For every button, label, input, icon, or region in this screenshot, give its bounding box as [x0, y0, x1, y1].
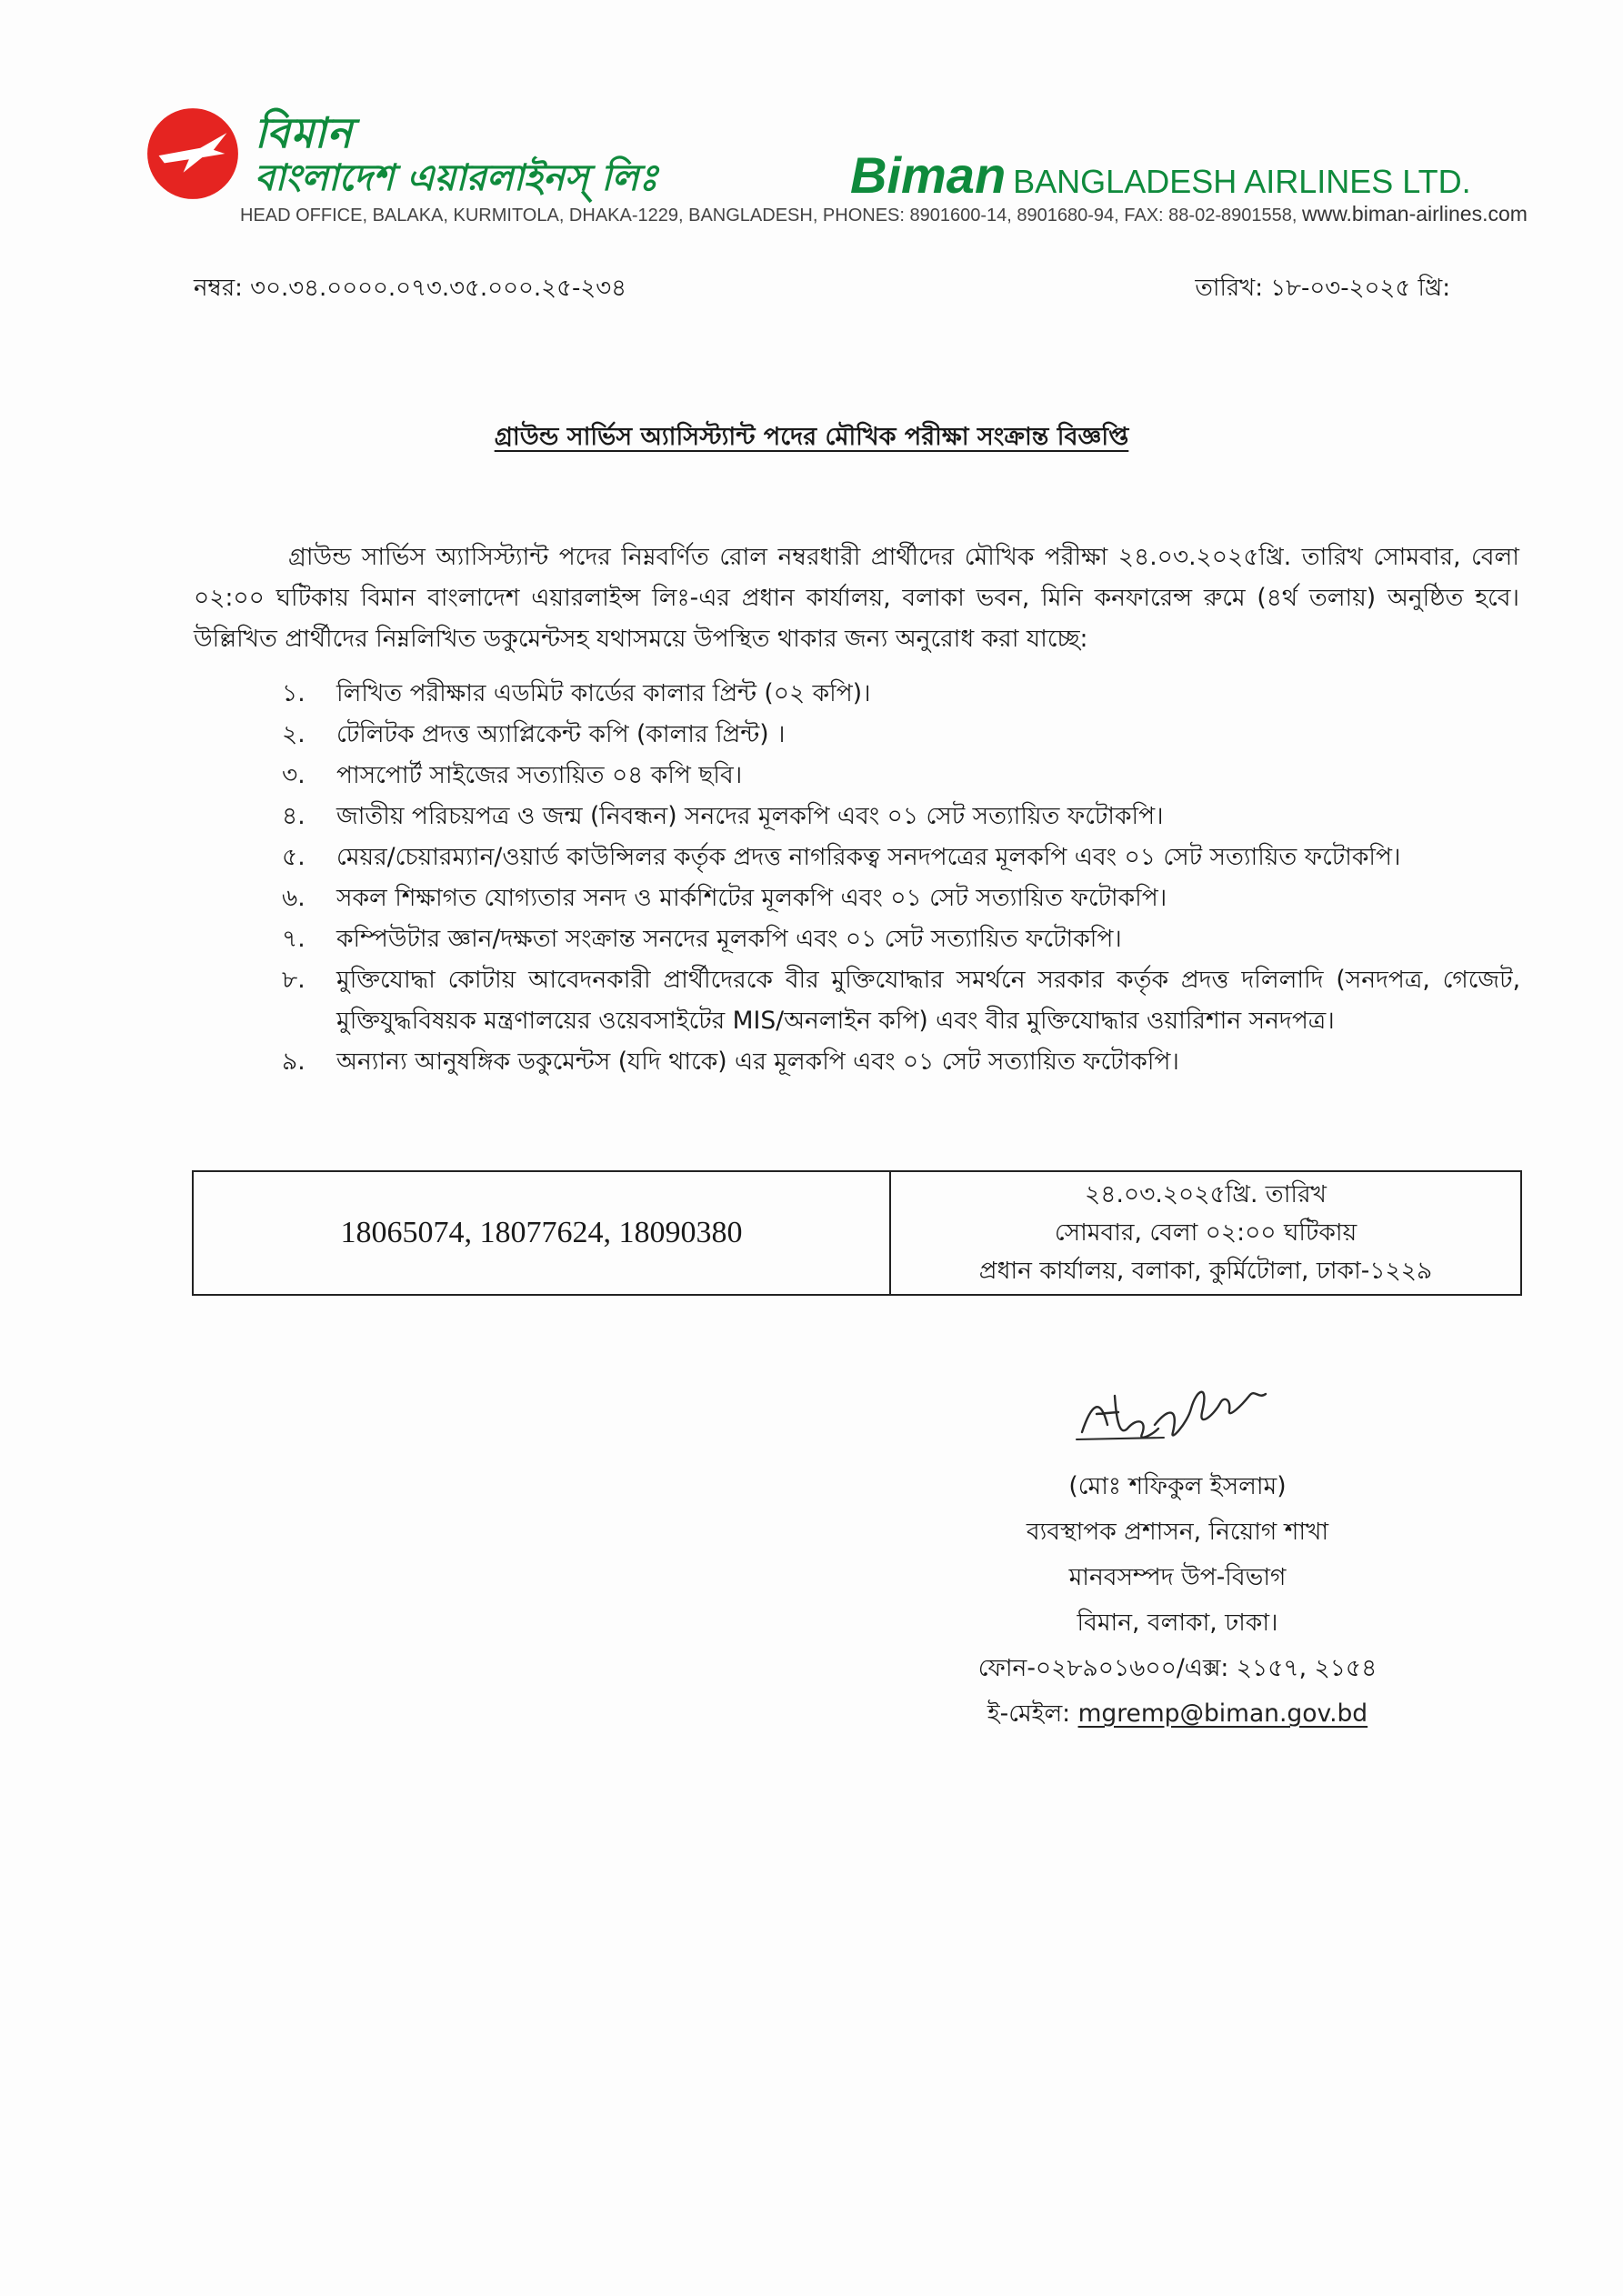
signatory-name: (মোঃ শফিকুল ইসলাম)	[1068, 1472, 1287, 1500]
subject-text: গ্রাউন্ড সার্ভিস অ্যাসিস্ট্যান্ট পদের মৌখিক পরীক্ষা সংক্রান্ত বিজ্ঞপ্তি	[494, 423, 1129, 451]
email-link[interactable]: mgremp@biman.gov.bd	[1077, 1699, 1368, 1728]
list-item-text: সকল শিক্ষাগত যোগ্যতার সনদ ও মার্কশিটের মূলকপি এবং ০১ সেট সত্যায়িত ফটোকপি।	[336, 884, 1167, 912]
list-item-text: টেলিটক প্রদত্ত অ্যাপ্লিকেন্ট কপি (কালার প্রিন্ট) ।	[336, 720, 786, 748]
list-item-text: মেয়র/চেয়ারম্যান/ওয়ার্ড কাউন্সিলর কর্তৃক প্রদত্ত নাগরিকত্ব সনদপত্রের মূলকপি এবং ০১ সেট সত্যায়িত ফটোকপি।	[336, 843, 1401, 871]
list-item	[282, 796, 1520, 837]
reference-label: নম্বর:	[194, 275, 243, 302]
signatory-department: মানবসম্পদ উপ-বিভাগ	[1068, 1563, 1287, 1591]
company-name-bengali-bottom: বাংলাদেশ এয়ারলাইনস্ লিঃ	[255, 157, 658, 199]
list-item	[282, 918, 1520, 959]
signatory-block	[918, 1464, 1437, 1737]
list-item-number: ৬.	[282, 884, 306, 912]
list-item	[282, 837, 1520, 877]
issue-date	[1195, 269, 1450, 309]
brand-suffix: BANGLADESH AIRLINES LTD.	[1013, 163, 1471, 200]
date-value: ১৮-০৩-২০২৫ খ্রি:	[1270, 275, 1450, 302]
signatory-phone: ফোন-০২৮৯০১৬০০/এক্স: ২১৫৭, ২১৫৪	[977, 1654, 1378, 1682]
biman-logo-icon	[145, 106, 240, 201]
list-item	[282, 673, 1520, 714]
list-item	[282, 959, 1520, 1041]
list-item	[282, 714, 1520, 755]
list-item-number: ৭.	[282, 925, 306, 953]
reference-value: ৩০.৩৪.০০০০.০৭৩.৩৫.০০০.২৫-২৩৪	[250, 275, 627, 302]
company-name-bengali-top: বিমান	[255, 108, 354, 157]
reference-number	[194, 269, 626, 309]
roll-numbers-cell: 18065074, 18077624, 18090380	[194, 1172, 891, 1294]
letterhead	[145, 102, 1528, 229]
list-item-text: পাসপোর্ট সাইজের সত্যায়িত ০৪ কপি ছবি।	[336, 761, 743, 789]
list-item-text: কম্পিউটার জ্ঞান/দক্ষতা সংক্রান্ত সনদের মূলকপি এবং ০১ সেট সত্যায়িত ফটোকপি।	[336, 925, 1122, 953]
email-label: ই-মেইল:	[987, 1699, 1071, 1728]
handwritten-signature	[1064, 1369, 1282, 1455]
company-name-english	[850, 145, 1471, 205]
list-item	[282, 1041, 1520, 1082]
required-documents-list	[282, 673, 1520, 1082]
exam-venue: প্রধান কার্যালয়, বলাকা, কুর্মিটোলা, ঢাকা-১২২৯	[978, 1257, 1433, 1285]
list-item-number: ২.	[282, 720, 306, 748]
schedule-details-cell	[891, 1172, 1520, 1294]
list-item	[282, 877, 1520, 918]
notice-body: গ্রাউন্ড সার্ভিস অ্যাসিস্ট্যান্ট পদের নিম্নবর্ণিত রোল নম্বরধারী প্রার্থীদের মৌখিক পরীক্ষা ২৪.০৩.২০২৫খ্রি. তারিখ সোমবার, বেলা ০২:০০ ঘটিকায় বিমান বাংলাদেশ এয়ারলাইন্স লিঃ-এর প্রধান কার্যালয়, বলাকা ভবন, মিনি কনফারেন্স রুমে (৪র্থ তলায়) অনুষ্ঠিত হবে। উল্লিখিত প্রার্থীদের নিম্নলিখিত ডকুমেন্টসহ যথাসময়ে উপস্থিত থাকার জন্য অনুরোধ করা যাচ্ছে:	[194, 543, 1519, 653]
list-item-number: ৫.	[282, 843, 306, 871]
signatory-designation: ব্যবস্থাপক প্রশাসন, নিয়োগ শাখা	[1026, 1518, 1329, 1546]
notice-subject	[0, 418, 1623, 459]
exam-date: ২৪.০৩.২০২৫খ্রি. তারিখ	[1085, 1180, 1327, 1208]
list-item-number: ৩.	[282, 761, 306, 789]
schedule-table	[192, 1170, 1522, 1296]
list-item-number: ১.	[282, 679, 306, 707]
exam-time: সোমবার, বেলা ০২:০০ ঘটিকায়	[1054, 1218, 1358, 1247]
list-item-number: ৯.	[282, 1048, 306, 1076]
list-item-text: লিখিত পরীক্ষার এডমিট কার্ডের কালার প্রিন্ট (০২ কপি)।	[336, 679, 871, 707]
signatory-office: বিমান, বলাকা, ঢাকা।	[1077, 1609, 1278, 1637]
list-item-text: জাতীয় পরিচয়পত্র ও জন্ম (নিবন্ধন) সনদের মূলকপি এবং ০১ সেট সত্যায়িত ফটোকপি।	[336, 802, 1164, 830]
signatory-email	[918, 1691, 1437, 1737]
address-text: HEAD OFFICE, BALAKA, KURMITOLA, DHAKA-1229, BANGLADESH, PHONES: 8901600-14, 8901680-94, FAX: 88-02-8901558,	[240, 206, 1297, 226]
date-label: তারিখ:	[1195, 275, 1264, 302]
head-office-address	[240, 202, 1528, 226]
list-item-number: ৮.	[282, 966, 306, 994]
list-item-number: ৪.	[282, 802, 306, 830]
list-item	[282, 755, 1520, 796]
list-item-text: মুক্তিযোদ্ধা কোটায় আবেদনকারী প্রার্থীদেরকে বীর মুক্তিযোদ্ধার সমর্থনে সরকার কর্তৃক প্রদত্ত দলিলাদি (সনদপত্র, গেজেট, মুক্তিযুদ্ধবিষয়ক মন্ত্রণালয়ের ওয়েবসাইটের MIS/অনলাইন কপি) এবং বীর মুক্তিযোদ্ধার ওয়ারিশান সনদপত্র।	[336, 966, 1520, 1035]
list-item-text: অন্যান্য আনুষঙ্গিক ডকুমেন্টস (যদি থাকে) এর মূলকপি এবং ০১ সেট সত্যায়িত ফটোকপি।	[336, 1048, 1179, 1076]
website-link[interactable]: www.biman-airlines.com	[1301, 202, 1528, 226]
brand-name: Biman	[850, 146, 1007, 204]
